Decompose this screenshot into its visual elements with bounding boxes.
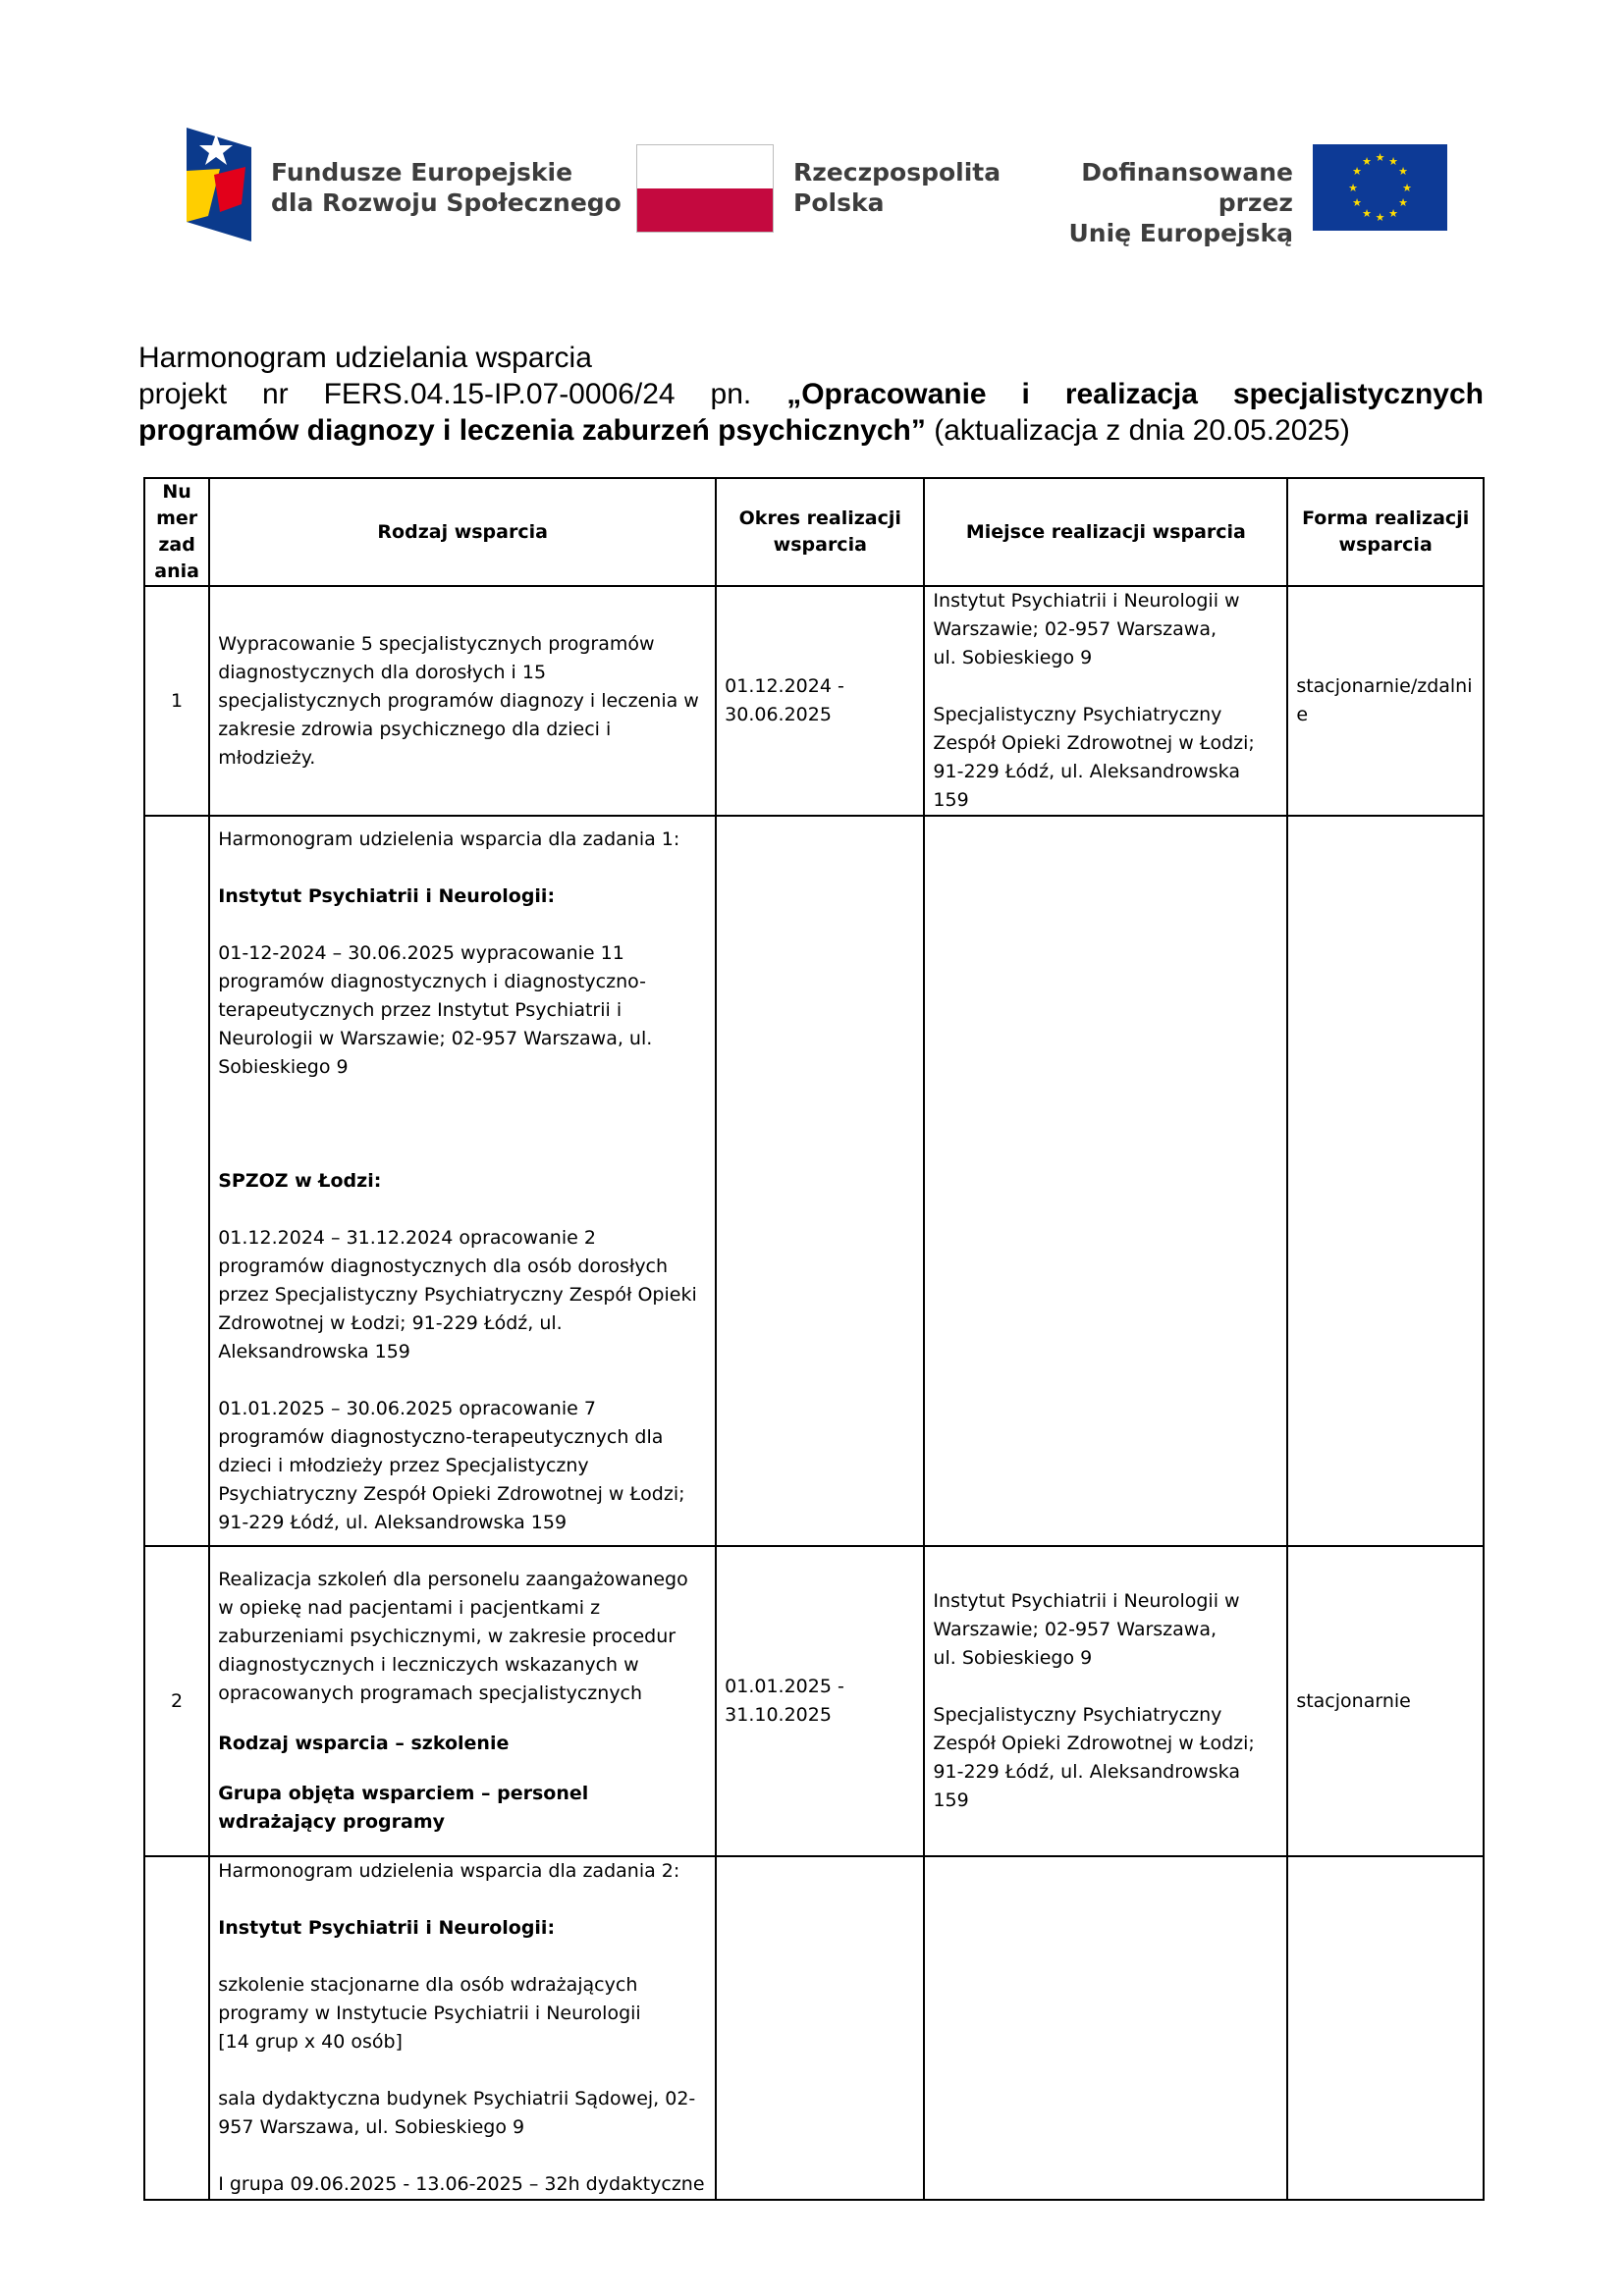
table-row-schedule-1: [144, 816, 1484, 1546]
eu-logo-line1: Dofinansowane przez: [1081, 158, 1293, 217]
schedule-details: [209, 1856, 716, 2200]
table-row-task-1: [144, 586, 1484, 816]
schedule-form-cell: [1287, 816, 1484, 1546]
table-header-row: [144, 478, 1484, 586]
svg-text:★: ★: [1375, 211, 1385, 224]
schedule-title: Harmonogram udzielenia wsparcia dla zadania 2:: [218, 1860, 680, 1882]
training-groups: [14 grup x 40 osób]: [218, 2031, 403, 2053]
spzoz-heading: SPZOZ w Łodzi:: [218, 1169, 382, 1192]
place-ipin-street: ul. Sobieskiego 9: [933, 1647, 1093, 1669]
schedule-number-cell: [144, 1856, 209, 2200]
target-group: Grupa objęta wsparciem – personel wdrażający programy: [218, 1783, 589, 1833]
svg-text:★: ★: [1362, 207, 1372, 220]
task-number: 1: [144, 586, 209, 816]
place-ipin: Instytut Psychiatrii i Neurologii w Warszawie; 02-957 Warszawa,: [933, 1590, 1240, 1640]
svg-text:★: ★: [1402, 182, 1412, 194]
schedule-period-cell: [716, 816, 924, 1546]
svg-text:★: ★: [1375, 151, 1385, 164]
rp-logo-text: [793, 157, 1001, 218]
support-type: Rodzaj wsparcia – szkolenie: [218, 1733, 510, 1754]
eu-logo-text: [1021, 157, 1293, 248]
header-period: Okres realizacji wsparcia: [716, 478, 924, 586]
training-description: szkolenie stacjonarne dla osób wdrażających programy w Instytucie Psychiatrii i Neurologii: [218, 1974, 641, 2024]
schedule-table: [143, 477, 1485, 2201]
project-line: [138, 376, 1484, 412]
training-group-1: I grupa 09.06.2025 - 13.06-2025 – 32h dydaktyczne: [218, 2173, 705, 2195]
schedule-number-cell: [144, 816, 209, 1546]
ipin-heading: Instytut Psychiatrii i Neurologii:: [218, 1917, 556, 1939]
task-period: 01.12.2024 - 30.06.2025: [716, 586, 924, 816]
schedule-title: Harmonogram udzielenia wsparcia dla zadania 1:: [218, 828, 680, 850]
spzoz-item: 01.12.2024 – 31.12.2024 opracowanie 2 programów diagnostycznych dla osób dorosłych przez Specjalistyczny Psychiatryczny Zespół Opieki Zdrowotnej w Łodzi; 91-229 Łódź, ul. Aleksandrowska 159: [218, 1226, 697, 1362]
task-description: [209, 1546, 716, 1856]
update-note: (aktualizacja z dnia 20.05.2025): [934, 414, 1350, 447]
svg-text:★: ★: [1352, 196, 1362, 209]
spzoz-item: 01.01.2025 – 30.06.2025 opracowanie 7 programów diagnostyczno-terapeutycznych dla dzieci i młodzieży przez Specjalistyczny Psychiatryczny Zespół Opieki Zdrowotnej w Łodzi; 91-229 Łódź, ul. Aleksandrowska 159: [218, 1397, 685, 1533]
project-line-2: [138, 412, 1484, 449]
svg-text:★: ★: [1388, 207, 1398, 220]
task-description-text: Realizacja szkoleń dla personelu zaangażowanego w opiekę nad pacjentami i pacjentkami z zaburzeniami psychicznymi, w zakresie procedur diagnostycznych i leczniczych wskazanych w opracowanych programach specjalistycznych: [218, 1569, 688, 1704]
fe-logo-line1: Fundusze Europejskie: [271, 158, 573, 187]
svg-text:★: ★: [1388, 155, 1398, 168]
poland-flag-icon: [636, 144, 774, 233]
place-ipin: Instytut Psychiatrii i Neurologii w Warszawie; 02-957 Warszawa,: [933, 590, 1240, 640]
place-spzoz: Specjalistyczny Psychiatryczny Zespół Opieki Zdrowotnej w Łodzi; 91-229 Łódź, ul. Aleksandrowska 159: [933, 1704, 1255, 1811]
ipin-heading: Instytut Psychiatrii i Neurologii:: [218, 884, 556, 907]
rp-logo-line1: Rzeczpospolita: [793, 158, 1001, 187]
header-form: Forma realizacji wsparcia: [1287, 478, 1484, 586]
project-name-part1: „Opracowanie i realizacja specjalistycznych: [786, 378, 1485, 410]
training-venue: sala dydaktyczna budynek Psychiatrii Sądowej, 02-957 Warszawa, ul. Sobieskiego 9: [218, 2088, 696, 2138]
schedule-form-cell: [1287, 1856, 1484, 2200]
rp-logo-line2: Polska: [793, 188, 885, 217]
document-heading: [138, 340, 1484, 449]
place-spzoz: Specjalistyczny Psychiatryczny Zespół Opieki Zdrowotnej w Łodzi; 91-229 Łódź, ul. Aleksandrowska 159: [933, 704, 1255, 811]
schedule-place-cell: [924, 1856, 1287, 2200]
svg-text:★: ★: [1362, 155, 1372, 168]
task-form: stacjonarnie: [1287, 1546, 1484, 1856]
task-description: Wypracowanie 5 specjalistycznych programów diagnostycznych dla dorosłych i 15 specjalistycznych programów diagnozy i leczenia w zakresie zdrowia psychicznego dla dzieci i młodzieży.: [209, 586, 716, 816]
project-name-part2: programów diagnozy i leczenia zaburzeń psychicznych”: [138, 414, 926, 447]
task-form: stacjonarnie/zdalnie: [1287, 586, 1484, 816]
table-row-task-2: [144, 1546, 1484, 1856]
svg-text:★: ★: [1398, 165, 1408, 178]
schedule-place-cell: [924, 816, 1287, 1546]
fe-logo-icon: [187, 128, 251, 241]
document-title: Harmonogram udzielania wsparcia: [138, 342, 592, 374]
task-period: 01.01.2025 - 31.10.2025: [716, 1546, 924, 1856]
svg-text:★: ★: [1352, 165, 1362, 178]
svg-text:★: ★: [1398, 196, 1408, 209]
header-place: Miejsce realizacji wsparcia: [924, 478, 1287, 586]
header-type: Rodzaj wsparcia: [209, 478, 716, 586]
schedule-details: [209, 816, 716, 1546]
place-ipin-street: ul. Sobieskiego 9: [933, 647, 1093, 668]
table-row-schedule-2: [144, 1856, 1484, 2200]
fe-logo-line2: dla Rozwoju Społecznego: [271, 188, 622, 217]
header-number: Numer zadania: [144, 478, 209, 586]
fe-logo-text: [271, 157, 622, 218]
task-place: [924, 1546, 1287, 1856]
logo-band: [0, 0, 1624, 255]
task-place: [924, 586, 1287, 816]
eu-logo-line2: Unię Europejską: [1068, 219, 1293, 247]
ipin-item: 01-12-2024 – 30.06.2025 wypracowanie 11 programów diagnostycznych i diagnostyczno-terapeutycznych przez Instytut Psychiatrii i Neurologii w Warszawie; 02-957 Warszawa, ul. Sobieskiego 9: [218, 941, 653, 1078]
schedule-period-cell: [716, 1856, 924, 2200]
task-number: 2: [144, 1546, 209, 1856]
eu-flag-icon: [1313, 144, 1447, 231]
project-prefix: projekt nr FERS.04.15-IP.07-0006/24 pn.: [138, 378, 752, 410]
svg-text:★: ★: [1348, 182, 1358, 194]
